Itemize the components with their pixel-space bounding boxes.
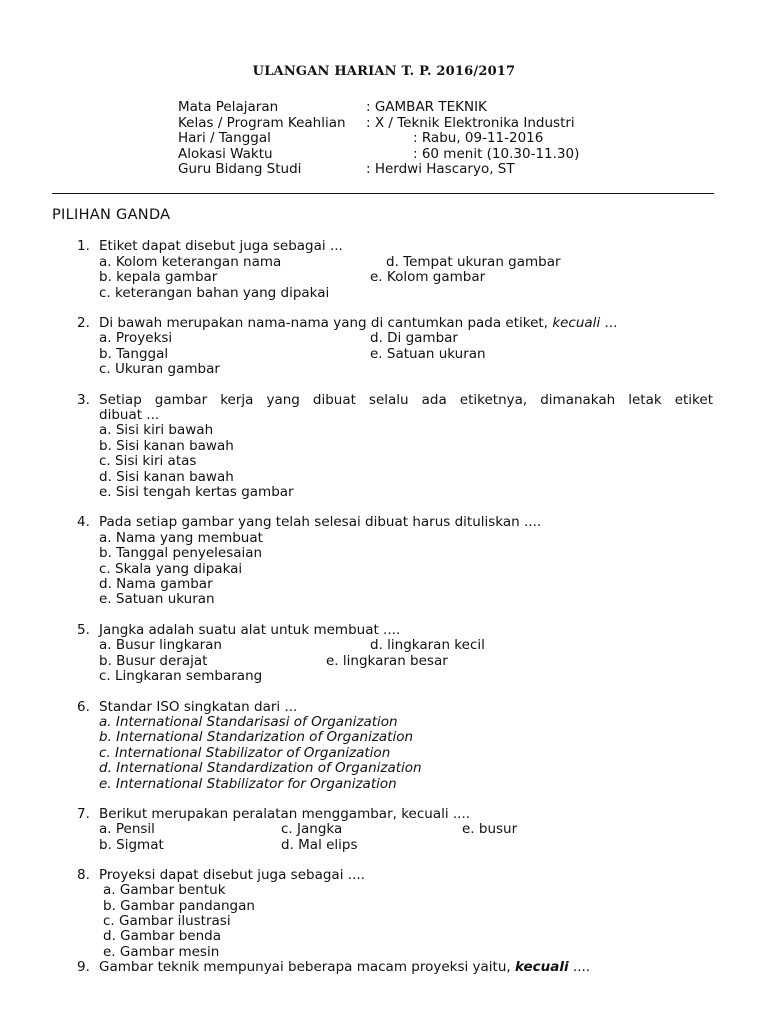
option-d: d. lingkaran kecil — [370, 637, 485, 653]
option-a: a. Kolom keterangan nama — [99, 254, 282, 270]
header-divider — [52, 193, 714, 194]
question-text: Pada setiap gambar yang telah selesai dibuat harus dituliskan .... — [99, 514, 542, 530]
option-b: b. Busur derajat — [99, 653, 208, 669]
subject-label: Mata Pelajaran — [178, 99, 279, 115]
option-b: b. Sisi kanan bawah — [99, 438, 234, 454]
option-b: b. kepala gambar — [99, 269, 218, 285]
teacher-label: Guru Bidang Studi — [178, 161, 302, 177]
question-number: 6. — [77, 699, 90, 715]
date-value: : Rabu, 09-11-2016 — [413, 130, 544, 146]
question-number: 2. — [77, 315, 90, 331]
question-text: Gambar teknik mempunyai beberapa macam proyeksi yaitu, kecuali .... — [99, 959, 591, 975]
option-b: b. Sigmat — [99, 837, 164, 853]
option-d: d. International Standardization of Organization — [99, 760, 422, 776]
question-text: Jangka adalah suatu alat untuk membuat .... — [99, 622, 401, 638]
option-b: b. International Standarization of Organization — [99, 729, 414, 745]
option-d: d. Nama gambar — [99, 576, 213, 592]
option-e: e. busur — [462, 821, 518, 837]
option-c: c. International Stabilizator of Organization — [99, 745, 391, 761]
question-number: 7. — [77, 806, 90, 822]
emphasis-text: kecuali — [552, 315, 601, 331]
option-d: d. Mal elips — [281, 837, 358, 853]
option-a: a. Nama yang membuat — [99, 530, 263, 546]
option-c: c. keterangan bahan yang dipakai — [99, 285, 330, 301]
question-number: 8. — [77, 867, 90, 883]
subject-value: : GAMBAR TEKNIK — [366, 99, 487, 115]
question-text-continued: dibuat ... — [99, 407, 160, 423]
option-d: d. Tempat ukuran gambar — [386, 254, 561, 270]
option-a: a. Pensil — [99, 821, 155, 837]
option-d: d. Gambar benda — [103, 928, 221, 944]
question-text: Di bawah merupakan nama-nama yang di cantumkan pada etiket, kecuali ... — [99, 315, 618, 331]
duration-value: : 60 menit (10.30-11.30) — [413, 146, 580, 162]
option-b: b. Tanggal — [99, 346, 169, 362]
option-a: a. Proyeksi — [99, 330, 173, 346]
question-text: Setiap gambar kerja yang dibuat selalu ada etiketnya, dimanakah letak etiket — [99, 392, 713, 408]
option-e: e. Sisi tengah kertas gambar — [99, 484, 294, 500]
question-number: 9. — [77, 959, 90, 975]
question-text: Proyeksi dapat disebut juga sebagai .... — [99, 867, 365, 883]
option-e: e. Gambar mesin — [103, 944, 220, 960]
option-a: a. Gambar bentuk — [103, 882, 226, 898]
option-d: d. Sisi kanan bawah — [99, 469, 234, 485]
duration-label: Alokasi Waktu — [178, 146, 273, 162]
option-e: e. Satuan ukuran — [99, 591, 215, 607]
option-c: c. Gambar ilustrasi — [103, 913, 231, 929]
question-number: 5. — [77, 622, 90, 638]
question-number: 4. — [77, 514, 90, 530]
class-label: Kelas / Program Keahlian — [178, 115, 346, 131]
class-value: : X / Teknik Elektronika Industri — [366, 115, 575, 131]
section-title: PILIHAN GANDA — [52, 207, 171, 223]
option-c: c. Lingkaran sembarang — [99, 668, 263, 684]
question-text: Berikut merupakan peralatan menggambar, kecuali .... — [99, 806, 471, 822]
page-title: ULANGAN HARIAN T. P. 2016/2017 — [252, 64, 516, 79]
option-c: c. Jangka — [281, 821, 343, 837]
option-c: c. Ukuran gambar — [99, 361, 220, 377]
option-e: e. Kolom gambar — [370, 269, 486, 285]
question-text: Standar ISO singkatan dari ... — [99, 699, 298, 715]
question-number: 3. — [77, 392, 90, 408]
option-d: d. Di gambar — [370, 330, 458, 346]
teacher-value: : Herdwi Hascaryo, ST — [366, 161, 515, 177]
option-c: c. Sisi kiri atas — [99, 453, 197, 469]
option-a: a. Sisi kiri bawah — [99, 422, 214, 438]
question-number: 1. — [77, 238, 90, 254]
option-e: e. lingkaran besar — [326, 653, 448, 669]
option-a: a. International Standarisasi of Organization — [99, 714, 398, 730]
option-b: b. Gambar pandangan — [103, 898, 255, 914]
date-label: Hari / Tanggal — [178, 130, 271, 146]
option-a: a. Busur lingkaran — [99, 637, 222, 653]
option-e: e. Satuan ukuran — [370, 346, 486, 362]
option-b: b. Tanggal penyelesaian — [99, 545, 263, 561]
emphasis-text: kecuali — [514, 959, 569, 975]
option-c: c. Skala yang dipakai — [99, 561, 243, 577]
question-text: Etiket dapat disebut juga sebagai ... — [99, 238, 343, 254]
option-e: e. International Stabilizator for Organization — [99, 776, 397, 792]
